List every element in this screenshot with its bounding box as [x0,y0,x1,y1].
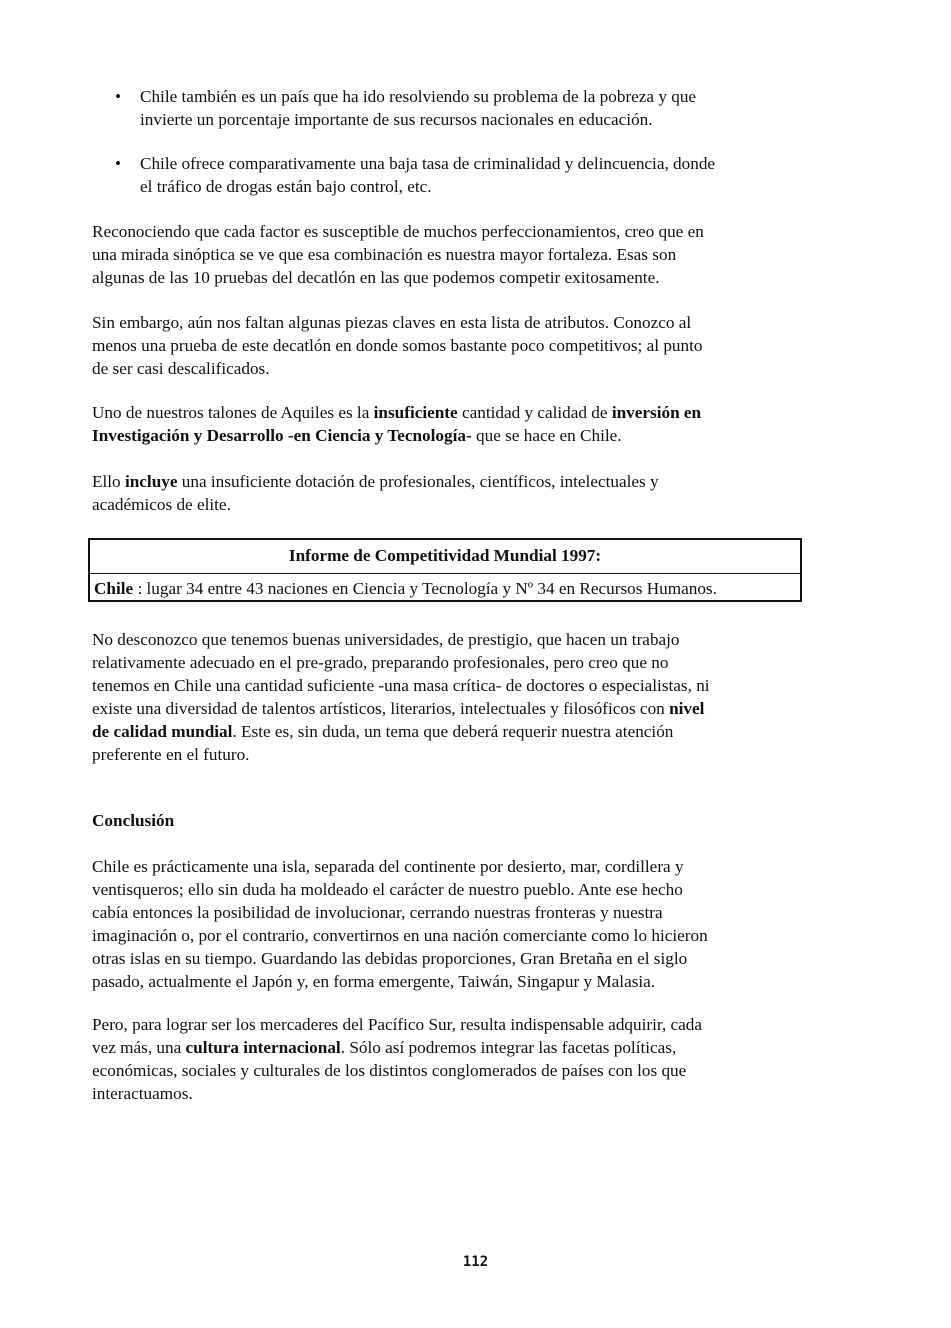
paragraph-line: Pero, para lograr ser los mercaderes del Pacífico Sur, resulta indispensable adquirir, cada [92,1015,702,1034]
paragraph-line: otras islas en su tiempo. Guardando las debidas proporciones, Gran Bretaña en el siglo [92,949,688,968]
paragraph-line: una mirada sinóptica se ve que esa combinación es nuestra mayor fortaleza. Esas son [92,245,677,264]
paragraph-line: pasado, actualmente el Japón y, en forma emergente, Taiwán, Singapur y Malasia. [92,972,656,991]
report-box-divider [90,573,800,574]
report-box-heading: Informe de Competitividad Mundial 1997: [288,546,602,565]
bullet-line: invierte un porcentaje importante de sus recursos nacionales en educación. [140,110,653,129]
paragraph [92,220,796,289]
paragraph-line: menos una prueba de este decatlón en donde somos bastante poco competitivos; al punto [92,336,703,355]
paragraph-line: algunas de las 10 pruebas del decatlón en las que podemos competir exitosamente. [92,268,660,287]
bullet-marker: • [115,87,122,106]
emphasis-text: incluye [124,472,178,491]
text-run: una insuficiente dotación de profesionales, científicos, intelectuales y [177,472,659,491]
bullet-line: el tráfico de drogas están bajo control, etc. [140,177,432,196]
report-box-country: Chile [94,579,134,598]
paragraph-line: de ser casi descalificados. [92,359,270,378]
paragraph [92,470,796,516]
page-number: 112 [462,1254,489,1270]
text-run: . Sólo así podremos integrar las facetas políticas, [340,1038,677,1057]
emphasis-text: nivel [669,699,705,718]
text-run: . Este es, sin duda, un tema que deberá requerir nuestra atención [232,722,674,741]
paragraph [92,401,796,447]
emphasis-text: cultura internacional [185,1038,341,1057]
emphasis-text: Investigación y Desarrollo -en Ciencia y Tecnología- [92,426,472,445]
emphasis-text: de calidad mundial [92,722,233,741]
paragraph [92,628,796,766]
bullet-line: Chile ofrece comparativamente una baja tasa de criminalidad y delincuencia, donde [140,154,716,173]
bullet-marker: • [115,154,122,173]
bullet-line: Chile también es un país que ha ido resolviendo su problema de la pobreza y que [140,87,697,106]
emphasis-text: insuficiente [373,403,458,422]
text-run: académicos de elite. [92,495,231,514]
paragraph-line: preferente en el futuro. [92,745,250,764]
report-box [88,538,802,602]
bullet-item [140,152,796,198]
paragraph-line: relativamente adecuado en el pre-grado, preparando profesionales, pero creo que no [92,653,669,672]
bullet-item [140,85,796,131]
paragraph [92,1013,796,1105]
text-run: vez más, una [92,1038,186,1057]
report-box-line [94,578,717,600]
text-run: Ello [92,472,125,491]
emphasis-text: inversión en [611,403,702,422]
paragraph [92,855,796,993]
paragraph-line: tenemos en Chile una cantidad suficiente -una masa crítica- de doctores o especialistas, ni [92,676,710,695]
paragraph-line: No desconozco que tenemos buenas universidades, de prestigio, que hacen un trabajo [92,630,680,649]
report-box-detail: : lugar 34 entre 43 naciones en Ciencia y Tecnología y Nº 34 en Recursos Humanos. [133,579,717,598]
paragraph-line: económicas, sociales y culturales de los distintos conglomerados de países con los que [92,1061,687,1080]
paragraph-line: Sin embargo, aún nos faltan algunas piezas claves en esta lista de atributos. Conozco al [92,313,692,332]
paragraph [92,311,796,380]
paragraph-line: interactuamos. [92,1084,193,1103]
section-heading: Conclusión [92,811,175,830]
paragraph-line: imaginación o, por el contrario, convertirnos en una nación comerciante como lo hicieron [92,926,708,945]
paragraph-line: Chile es prácticamente una isla, separada del continente por desierto, mar, cordillera y [92,857,684,876]
text-run: cantidad y calidad de [457,403,612,422]
paragraph-line: cabía entonces la posibilidad de involucionar, cerrando nuestras fronteras y nuestra [92,903,663,922]
text-run: que se hace en Chile. [471,426,622,445]
text-run: existe una diversidad de talentos artísticos, literarios, intelectuales y filosóficos con [92,699,670,718]
paragraph-line: Reconociendo que cada factor es susceptible de muchos perfeccionamientos, creo que en [92,222,704,241]
paragraph-line: ventisqueros; ello sin duda ha moldeado el carácter de nuestro pueblo. Ante ese hecho [92,880,683,899]
text-run: Uno de nuestros talones de Aquiles es la [92,403,374,422]
